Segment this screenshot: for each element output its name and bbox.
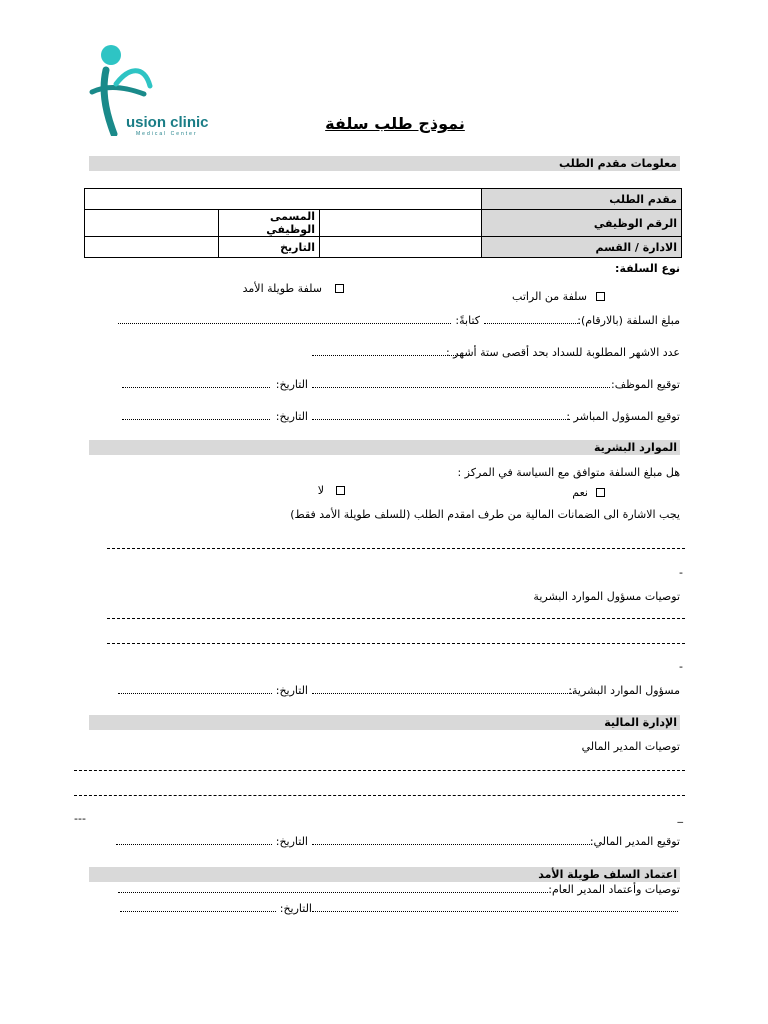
hr-question: هل مبلغ السلفة متوافق مع السياسة في المركز :	[457, 466, 680, 479]
gm-recommendations-field[interactable]	[118, 883, 548, 893]
table-row	[85, 237, 682, 258]
fm-recommendations-line[interactable]	[74, 770, 685, 771]
logo-brand: usion clinic	[126, 114, 209, 131]
hr-recommendations-label: توصيات مسؤول الموارد البشرية	[533, 590, 680, 603]
employee-date-field[interactable]	[122, 378, 270, 388]
manager-signature-label: توقيع المسؤول المباشر :	[566, 410, 680, 423]
hr-officer-label: مسؤول الموارد البشرية:	[568, 684, 680, 697]
section-header-applicant	[89, 156, 680, 171]
employee-no-field[interactable]	[320, 210, 482, 237]
page-title: نموذج طلب سلفة	[325, 114, 465, 133]
department-field[interactable]	[320, 237, 482, 258]
amount-numbers-field[interactable]	[484, 314, 580, 324]
fm-date-field[interactable]	[116, 835, 272, 845]
hr-date-field[interactable]	[118, 684, 272, 694]
manager-signature-field[interactable]	[312, 410, 570, 420]
table-label: التاريخ	[219, 237, 320, 258]
loan-type-salary-checkbox[interactable]	[596, 292, 605, 301]
date-field[interactable]	[85, 237, 219, 258]
table-row	[85, 189, 682, 210]
section-header-finance	[89, 715, 680, 730]
hr-recommendations-line[interactable]	[107, 618, 685, 619]
date-label: التاريخ:	[275, 835, 308, 848]
fm-recommendations-label: توصيات المدير المالي	[581, 740, 680, 753]
date-label: التاريخ:	[275, 378, 308, 391]
no-label: لا	[317, 484, 324, 497]
section-header-hr	[89, 440, 680, 455]
dash-mark: ---	[74, 812, 86, 825]
fm-signature-field[interactable]	[312, 835, 592, 845]
months-label: عدد الاشهر المطلوبة للسداد بحد أقصى ستة أشهر :	[445, 346, 680, 359]
guarantee-note: يجب الاشارة الى الضمانات المالية من طرف امقدم الطلب (للسلف طويلة الأمد فقط)	[290, 508, 680, 521]
job-title-field[interactable]	[85, 210, 219, 237]
yes-label: نعم	[572, 486, 588, 499]
manager-date-field[interactable]	[122, 410, 270, 420]
hr-recommendations-line[interactable]	[107, 643, 685, 644]
table-label: مقدم الطلب	[482, 189, 682, 210]
date-label: التاريخ:	[275, 410, 308, 423]
logo	[88, 44, 228, 140]
loan-type-long-checkbox[interactable]	[335, 284, 344, 293]
section-header-longterm	[89, 867, 680, 882]
dash-mark: _	[677, 810, 683, 823]
amount-label: مبلغ السلفة (بالارقام):	[577, 314, 680, 327]
amount-writing-field[interactable]	[118, 314, 451, 324]
fm-recommendations-line[interactable]	[74, 795, 685, 796]
applicant-info-table	[84, 188, 682, 258]
no-checkbox[interactable]	[336, 486, 345, 495]
months-field[interactable]	[312, 346, 456, 356]
loan-type-label: نوع السلفة:	[615, 262, 680, 275]
employee-signature-field[interactable]	[312, 378, 610, 388]
hr-officer-field[interactable]	[312, 684, 574, 694]
guarantee-line[interactable]	[107, 548, 685, 549]
gm-recommendations-label: توصيات وأعتماد المدير العام:	[548, 883, 680, 896]
loan-type-salary-label: سلفة من الراتب	[512, 290, 587, 303]
table-label: الادارة / القسم	[482, 237, 682, 258]
table-label: المسمى الوظيفي	[219, 210, 320, 237]
date-label: التاريخ:	[279, 902, 312, 915]
applicant-field[interactable]	[85, 189, 482, 210]
amount-writing-label: كتابةً:	[455, 314, 480, 327]
date-label: التاريخ:	[275, 684, 308, 697]
table-label: الرقم الوظيفي	[482, 210, 682, 237]
employee-signature-label: توقيع الموظف:	[611, 378, 680, 391]
section-title: الإدارة المالية	[604, 716, 677, 729]
section-title: معلومات مقدم الطلب	[559, 157, 677, 170]
dash-mark: -	[679, 566, 683, 579]
section-title: اعتماد السلف طويلة الأمد	[538, 868, 677, 881]
section-title: الموارد البشرية	[594, 441, 677, 454]
gm-approval-field[interactable]	[312, 902, 678, 912]
table-row	[85, 210, 682, 237]
logo-tagline: Medical Center	[136, 131, 198, 137]
yes-checkbox[interactable]	[596, 488, 605, 497]
dash-mark: -	[679, 660, 683, 673]
gm-date-field[interactable]	[120, 902, 276, 912]
fm-signature-label: توقيع المدير المالي:	[589, 835, 680, 848]
loan-type-long-label: سلفة طويلة الأمد	[242, 282, 322, 295]
